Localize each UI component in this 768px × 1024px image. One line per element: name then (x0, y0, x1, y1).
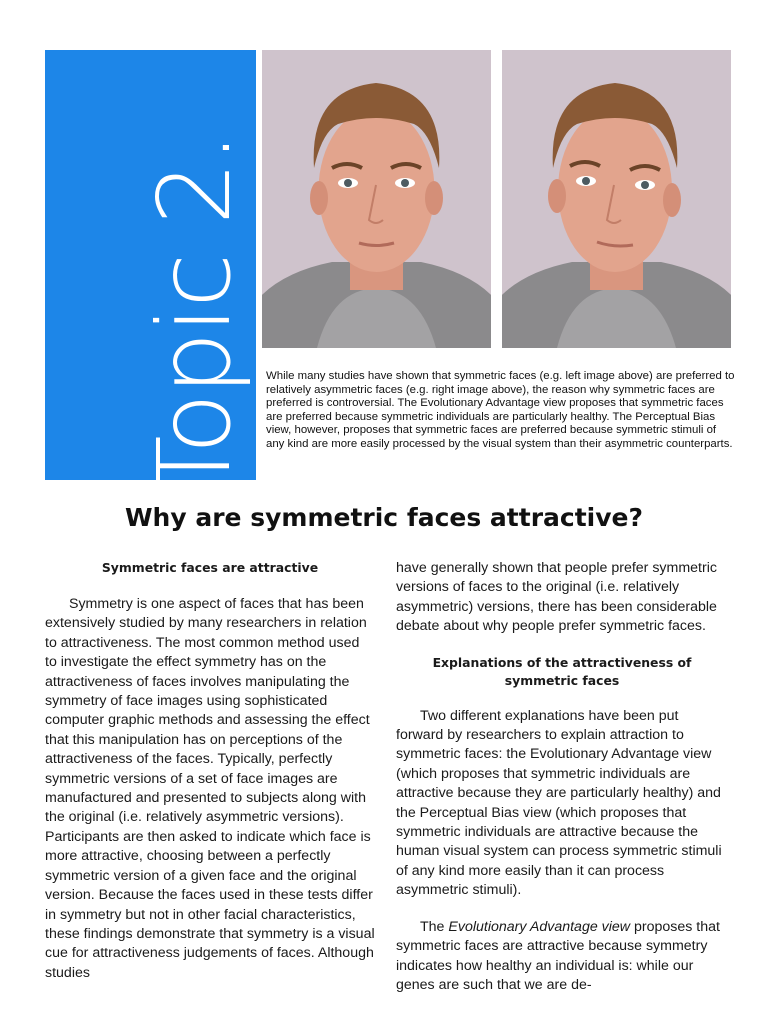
emphasized-term: Evolutionary Advantage view (448, 918, 631, 935)
symmetric-face-photo (262, 50, 491, 348)
paragraph-text: proposes that symmetric faces are attractive because symmetry indicates how healthy an individual is: while our genes are such that we are de- (396, 918, 720, 993)
topic-banner (45, 50, 256, 497)
figure-caption: While many studies have shown that symmetric faces (e.g. left image above) are preferred to relatively asymmetric faces (e.g. right image above), the reason why symmetric faces are preferred is controversial. The Evolutionary Advantage view proposes that symmetric faces are preferred because symmetric individuals are particularly healthy. The Perceptual Bias view, however, proposes that symmetric faces are preferred because symmetric stimuli of any kind are more easily processed by the visual system than their asymmetric counterparts. (266, 370, 735, 450)
asymmetric-face-photo (502, 50, 731, 348)
section-heading: Symmetric faces are attractive (101, 560, 319, 575)
section-heading: Explanations of the attractiveness of symmetric faces (432, 654, 692, 688)
body-paragraph: Symmetry is one aspect of faces that has been extensively studied by many researchers in relation to attractiveness. The most common method used to investigate the effect symmetry has on the attractiveness of faces involves manipulating the symmetry of face images using sophisticated computer graphic methods and assessing the effect that this manipulation has on perceptions of the attractiveness of the faces. Typically, perfectly symmetric versions of a set of face images are manufactured and presented to subjects along with the original (i.e. relatively asymmetric versions). Participants are then asked to indicate which face is more attractive, choosing between a perfectly symmetric version of a given face and the original version. Because the faces used in these tests differ in symmetry but not in other facial characteristics, these findings demonstrate that symmetry is a visual cue for attractiveness judgements of faces. Although studies (45, 596, 375, 981)
body-paragraph: have generally shown that people prefer symmetric versions of faces to the original (i.e. relatively asymmetric) versions, there has been considerable debate about why people prefer symmetric faces. (396, 560, 717, 635)
body-paragraph (396, 918, 728, 996)
left-column (45, 559, 375, 983)
page-title: Why are symmetric faces attractive? (124, 503, 643, 532)
body-paragraph: Two different explanations have been put forward by researchers to explain attraction to symmetric faces: the Evolutionary Advantage view (which proposes that symmetric individuals are attractive because they are particularly healthy) and the Perceptual Bias view (which proposes that symmetric individuals are attractive because the human visual system can process symmetric stimuli of any kind more easily than it can process asymmetric stimuli). (396, 707, 722, 899)
right-column (396, 559, 728, 995)
paragraph-text: The (420, 918, 449, 935)
face-illustration-icon (262, 50, 491, 348)
topic-label: Topic 2. (136, 133, 253, 497)
face-illustration-icon (502, 50, 731, 348)
